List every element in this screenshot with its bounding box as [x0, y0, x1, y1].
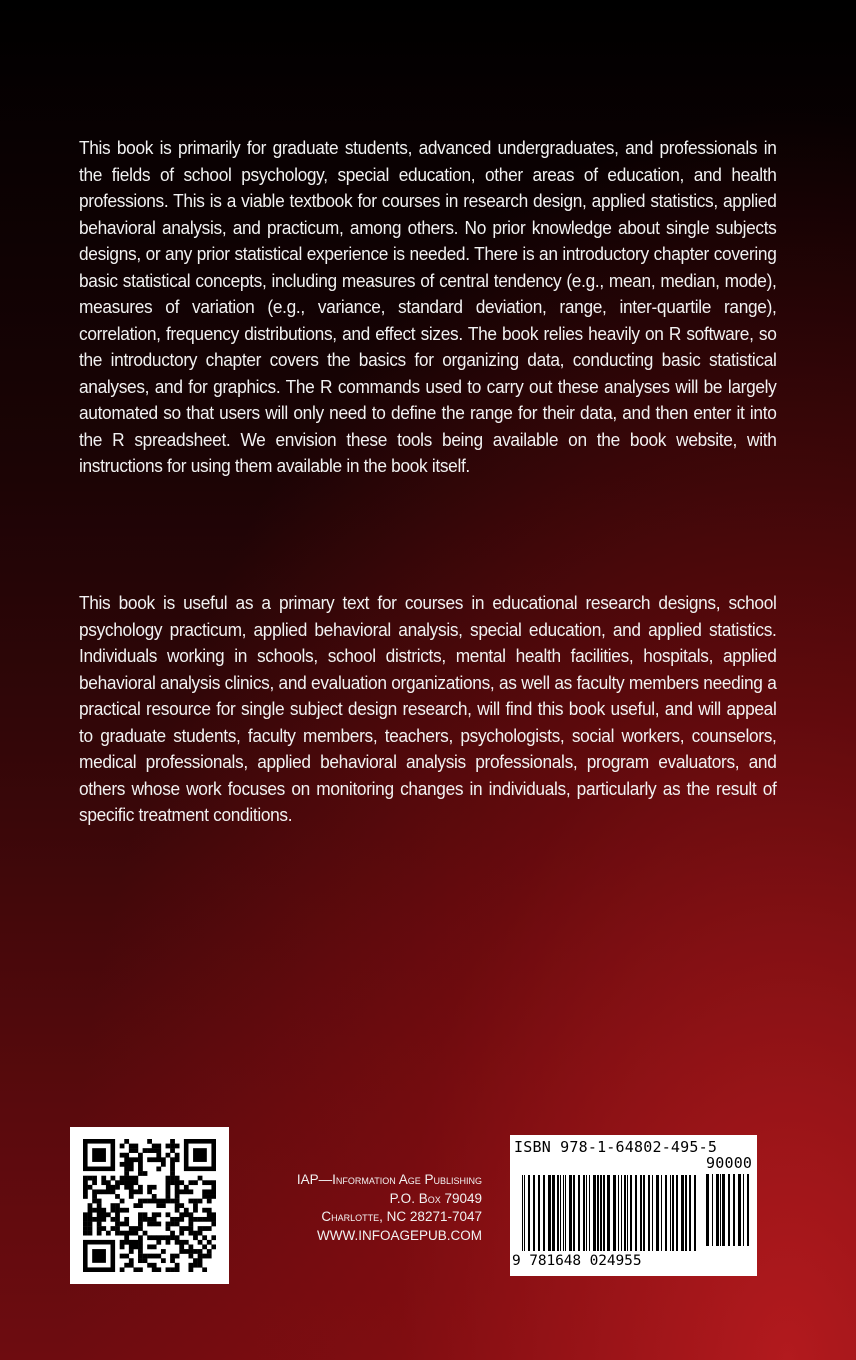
price-code: 90000 — [706, 1154, 753, 1172]
qr-code — [70, 1127, 229, 1284]
publisher-info — [268, 1171, 482, 1245]
description-paragraph-1: This book is primarily for graduate students, advanced undergraduates, and professionals in the fields of school psychology, special education, other areas of education, and health professions. This is a viable textbook for courses in research design, applied statistics, applied behavioral analysis, and practicum, among others. No prior knowledge about single subjects designs, or any prior statistical experience is needed. There is an introductory chapter covering basic statistical concepts, including measures of central tendency (e.g., mean, median, mode), measures of variation (e.g., variance, standard deviation, range, inter-quartile range), correlation, frequency distributions, and effect sizes. The book relies heavily on R software, so the introductory chapter covers the basics for organizing data, conducting basic statistical analyses, and for graphics. The R commands used to carry out these analyses will be largely automated so that users will only need to define the range for their data, and then enter it into the R spreadsheet. We envision these tools being available on the book website, with instructions for using them available in the book itself. — [79, 137, 777, 476]
isbn-barcode — [510, 1135, 757, 1276]
publisher-name: IAP—Information Age Publishing — [296, 1172, 482, 1187]
description-paragraph-2: This book is useful as a primary text for courses in educational research designs, school psychology practicum, applied behavioral analysis, special education, and applied statistics. Individuals working in schools, school districts, mental health facilities, hospitals, applied behavioral analysis clinics, and evaluation organizations, as well as faculty members needing a practical resource for single subject design research, will find this book useful, and will appeal to graduate students, faculty members, teachers, psychologists, social workers, counselors, medical professionals, applied behavioral analysis professionals, program evaluators, and others whose work focuses on monitoring changes in individuals, particularly as the result of specific treatment conditions. — [79, 592, 777, 825]
publisher-website: WWW.INFOAGEPUB.COM — [317, 1227, 482, 1243]
publisher-city: Charlotte, NC 28271-7047 — [321, 1209, 482, 1224]
ean-digits: 9 781648 024955 — [512, 1253, 642, 1269]
isbn-label: ISBN 978-1-64802-495-5 — [514, 1138, 718, 1156]
price-barcode-icon — [706, 1174, 754, 1250]
ean-barcode-icon — [522, 1175, 702, 1255]
publisher-address: P.O. Box 79049 — [389, 1190, 482, 1206]
qr-code-icon — [83, 1139, 216, 1272]
